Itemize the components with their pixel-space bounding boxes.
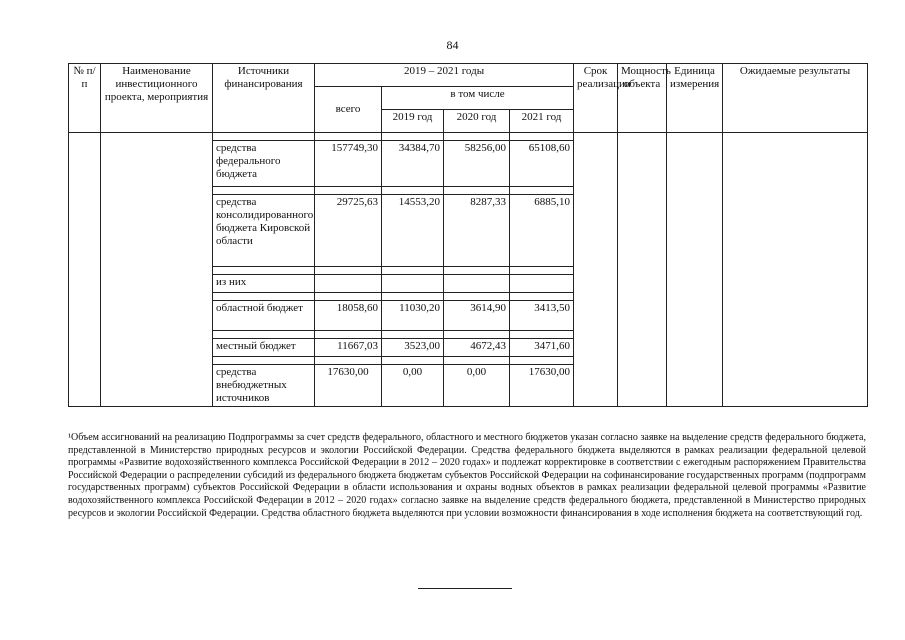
cell-total: 18058,60 <box>315 301 382 331</box>
cell-source: средства федерального бюджета <box>213 141 315 187</box>
cell-y2020: 8287,33 <box>444 195 510 267</box>
cell-y2019: 3523,00 <box>382 339 444 357</box>
page-number: 84 <box>446 38 459 52</box>
cell-total: 29725,63 <box>315 195 382 267</box>
cell-name-empty <box>101 133 213 407</box>
header-y2019: 2019 год <box>382 110 444 133</box>
cell-y2019: 11030,20 <box>382 301 444 331</box>
cell-term-empty <box>574 133 618 407</box>
cell-unit-empty <box>667 133 723 407</box>
cell-source: средства внебюджетных источников <box>213 365 315 407</box>
budget-table <box>68 63 868 407</box>
cell-results-empty <box>723 133 868 407</box>
cell-source: средства консолидированного бюджета Кировской области <box>213 195 315 267</box>
cell-source: из них <box>213 275 315 293</box>
header-unit: Единица измерения <box>667 64 723 133</box>
bottom-rule <box>418 588 512 589</box>
header-y2021: 2021 год <box>510 110 574 133</box>
header-y2020: 2020 год <box>444 110 510 133</box>
header-source: Источники финансирования <box>213 64 315 133</box>
header-capacity: Мощность объекта <box>618 64 667 133</box>
cell-y2021: 3471,60 <box>510 339 574 357</box>
cell-total <box>315 275 382 293</box>
cell-y2021 <box>510 275 574 293</box>
cell-source: местный бюджет <box>213 339 315 357</box>
header-results: Ожидаемые результаты <box>723 64 868 133</box>
cell-y2021: 17630,00 <box>510 365 574 407</box>
cell-total: 17630,00 <box>315 365 382 407</box>
header-total: всего <box>315 87 382 133</box>
cell-source: областной бюджет <box>213 301 315 331</box>
cell-y2019: 34384,70 <box>382 141 444 187</box>
cell-y2020: 3614,90 <box>444 301 510 331</box>
footnote: ¹Объем ассигнований на реализацию Подпрограммы за счет средств федерального, областного и местного бюджетов указан согласно заявке на выделение средств федерального бюджета, представленной в Министерство природных ресурсов и экологии Российской Федерации. Средства федерального бюджета выделяются в рамках реализации федеральной целевой программы «Развитие водохозяйственного комплекса Российской Федерации в 2012 – 2020 годах» и подлежат корректировке в соответствии с ежегодным распоряжением Правительства Российской Федерации о распределении субсидий из федерального бюджета бюджетам субъектов Российской Федерации на софинансирование государственных программ (подпрограмм государственных программ) субъектов Российской Федерации в области использования и охраны водных объектов в рамках реализации федеральной целевой программы «Развитие водохозяйственного комплекса Российской Федерации в 2012 – 2020 годах» согласно заявке на выделение средств федерального бюджета, представленной в Министерство природных ресурсов и экологии Российской Федерации. Средства областного бюджета выделяются при условии возможности финансирования в ходе исполнения бюджета на соответствующий год. <box>68 432 866 519</box>
cell-y2019: 14553,20 <box>382 195 444 267</box>
cell-y2021: 6885,10 <box>510 195 574 267</box>
header-no: № п/п <box>69 64 101 133</box>
cell-y2020: 58256,00 <box>444 141 510 187</box>
cell-total: 11667,03 <box>315 339 382 357</box>
header-including: в том числе <box>382 87 574 110</box>
cell-y2021: 3413,50 <box>510 301 574 331</box>
cell-y2020 <box>444 275 510 293</box>
header-term: Срок реализации <box>574 64 618 133</box>
cell-y2019 <box>382 275 444 293</box>
header-period: 2019 – 2021 годы <box>315 64 574 87</box>
cell-y2021: 65108,60 <box>510 141 574 187</box>
cell-total: 157749,30 <box>315 141 382 187</box>
header-name: Наименование инвестиционного проекта, мероприятия <box>101 64 213 133</box>
cell-capacity-empty <box>618 133 667 407</box>
cell-y2019: 0,00 <box>382 365 444 407</box>
cell-y2020: 0,00 <box>444 365 510 407</box>
header-row-1 <box>69 64 868 87</box>
cell-y2020: 4672,43 <box>444 339 510 357</box>
cell-no-empty <box>69 133 101 407</box>
